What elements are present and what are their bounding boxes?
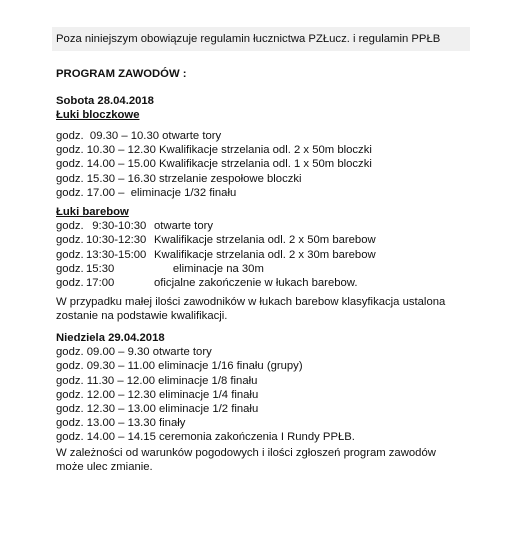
row-label: godz. [56, 234, 84, 247]
barebow-section [56, 205, 516, 290]
schedule-line: godz. 13.00 – 13.30 finały [56, 417, 186, 430]
footer-note [56, 446, 466, 474]
barebow-row [56, 233, 516, 247]
row-time: 10:30-12:30 [86, 234, 147, 247]
schedule-line: godz. 09.30 – 10.30 otwarte tory [56, 130, 222, 142]
row-time: 17:00 [86, 276, 115, 289]
barebow-row [56, 262, 516, 276]
barebow-row [56, 248, 516, 262]
schedule-line: godz. 12.00 – 12.30 eliminacje 1/4 finału [56, 388, 259, 401]
barebow-heading: Łuki barebow [56, 206, 129, 218]
note-text: W przypadku małej ilości zawodników w łukach barebow klasyfikacja ustalona zostanie na podstawie kwalifikacji. [56, 296, 446, 323]
saturday-section [56, 94, 516, 122]
row-time: 15:30 [86, 262, 115, 275]
schedule-line: godz. 11.30 – 12.00 eliminacje 1/8 finału [56, 374, 258, 387]
saturday-date: Sobota 28.04.2018 [56, 95, 154, 107]
schedule-line: godz. 14.00 – 14.15 ceremonia zakończenia I Rundy PPŁB. [56, 431, 355, 444]
row-label: godz. [56, 220, 84, 233]
row-label: godz. [56, 276, 84, 289]
sunday-section [56, 331, 516, 445]
schedule-line: godz. 09.30 – 11.00 eliminacje 1/16 finału (grupy) [56, 360, 303, 373]
barebow-note [56, 295, 456, 323]
row-label: godz. [56, 248, 84, 261]
footer-text: W zależności od warunków pogodowych i ilości zgłoszeń program zawodów może ulec zmianie. [56, 447, 436, 474]
program-title [56, 67, 516, 81]
row-label: godz. [56, 262, 84, 275]
compound-heading: Łuki bloczkowe [56, 109, 140, 122]
barebow-row [56, 276, 516, 290]
barebow-row [56, 219, 516, 233]
row-time: 13:30-15:00 [86, 248, 147, 261]
row-desc: eliminacje na 30m [154, 262, 264, 275]
schedule-line: godz. 12.30 – 13.00 eliminacje 1/2 finału [56, 402, 259, 415]
schedule-line: godz. 17.00 – eliminacje 1/32 finału [56, 186, 237, 199]
row-desc: oficjalne zakończenie w łukach barebow. [154, 276, 358, 289]
program-heading: PROGRAM ZAWODÓW : [56, 68, 187, 80]
schedule-line: godz. 14.00 – 15.00 Kwalifikacje strzelania odl. 1 x 50m bloczki [56, 158, 372, 171]
sunday-date: Niedziela 29.04.2018 [56, 332, 165, 344]
intro-text: Poza niniejszym obowiązuje regulamin łucznictwa PZŁucz. i regulamin PPŁB [52, 27, 470, 51]
row-desc: Kwalifikacje strzelania odl. 2 x 30m barebow [154, 248, 376, 261]
schedule-line: godz. 10.30 – 12.30 Kwalifikacje strzelania odl. 2 x 50m bloczki [56, 144, 372, 157]
row-time: 9:30-10:30 [86, 220, 147, 233]
row-desc: otwarte tory [154, 220, 214, 233]
schedule-line: godz. 09.00 – 9.30 otwarte tory [56, 346, 212, 359]
schedule-line: godz. 15.30 – 16.30 strzelanie zespołowe bloczki [56, 172, 302, 185]
compound-schedule [56, 129, 516, 200]
row-desc: Kwalifikacje strzelania odl. 2 x 50m barebow [154, 234, 376, 247]
